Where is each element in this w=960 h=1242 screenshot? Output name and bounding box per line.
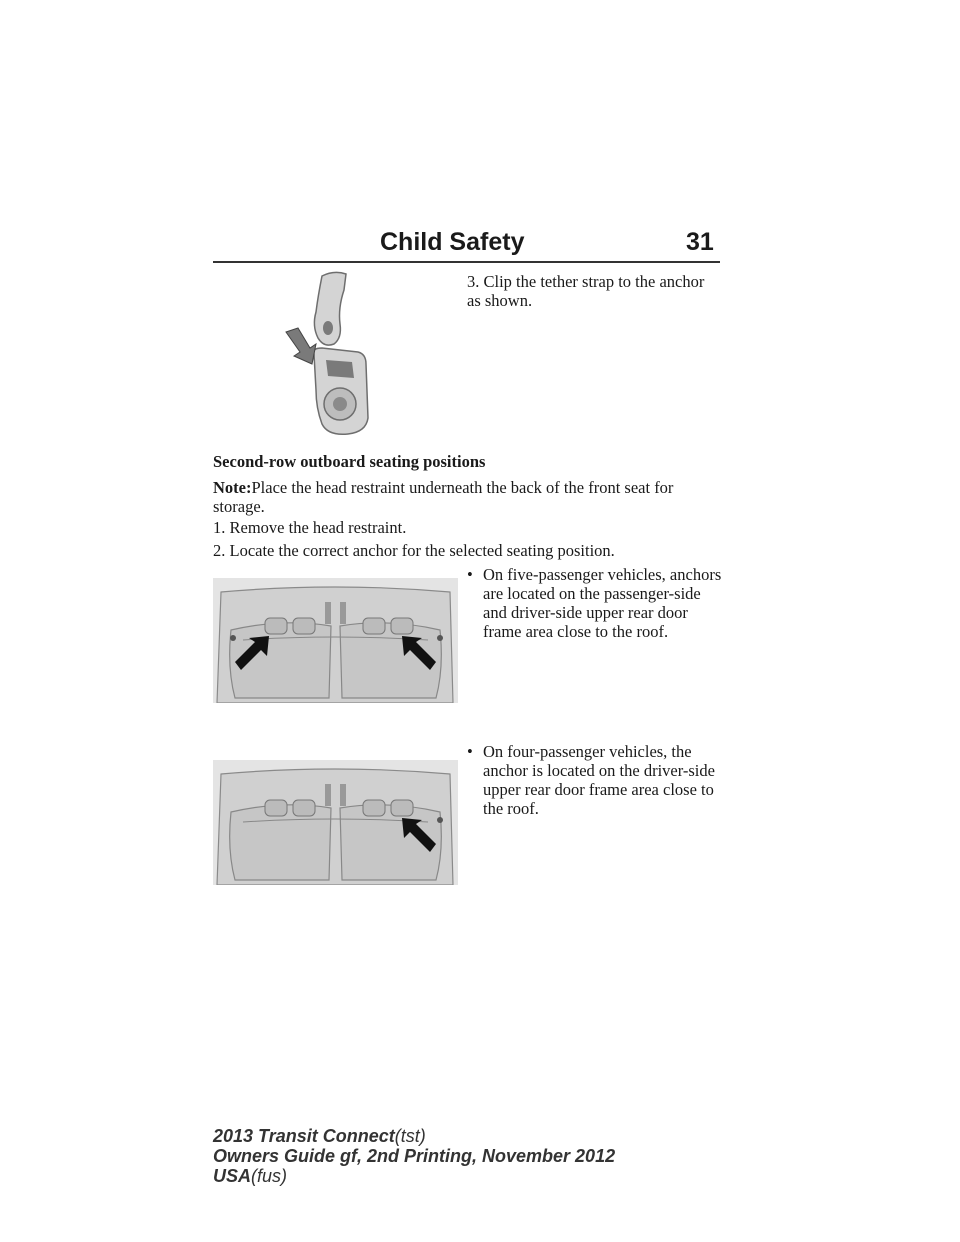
footer-model-code: (tst)	[394, 1126, 426, 1146]
bullet-five-passenger	[467, 565, 727, 641]
step-2-text: 2. Locate the correct anchor for the selected seating position.	[213, 541, 615, 560]
note-paragraph	[213, 478, 718, 516]
tether-clip-illustration	[282, 268, 382, 440]
step-3-text: 3. Clip the tether strap to the anchor as shown.	[467, 272, 705, 310]
bullet-four-passenger	[467, 742, 727, 818]
bullet-text: On four-passenger vehicles, the anchor is located on the driver-side upper rear door frame area close to the roof.	[483, 742, 715, 818]
footer-market-code: (fus)	[251, 1166, 288, 1186]
page-title: Child Safety	[380, 228, 525, 256]
page-footer	[213, 1126, 615, 1186]
step-1-text: 1. Remove the head restraint.	[213, 518, 407, 537]
footer-line-1	[213, 1126, 615, 1146]
header-divider	[213, 261, 720, 263]
five-passenger-anchor-illustration	[213, 578, 458, 703]
four-passenger-anchor-illustration	[213, 760, 458, 885]
section-heading: Second-row outboard seating positions	[213, 452, 486, 471]
page-number: 31	[686, 228, 714, 256]
footer-market: USA	[213, 1166, 252, 1186]
footer-line-2: Owners Guide gf, 2nd Printing, November 2012	[213, 1146, 616, 1166]
note-label: Note:	[213, 478, 252, 497]
bullet-text: On five-passenger vehicles, anchors are located on the passenger-side and driver-side upper rear door frame area close to the roof.	[483, 565, 722, 641]
bullet-glyph: •	[467, 565, 473, 584]
note-text: Place the head restraint underneath the back of the front seat for storage.	[213, 478, 674, 516]
footer-line-3	[213, 1166, 615, 1186]
footer-model: 2013 Transit Connect	[213, 1126, 395, 1146]
bullet-glyph: •	[467, 742, 473, 761]
